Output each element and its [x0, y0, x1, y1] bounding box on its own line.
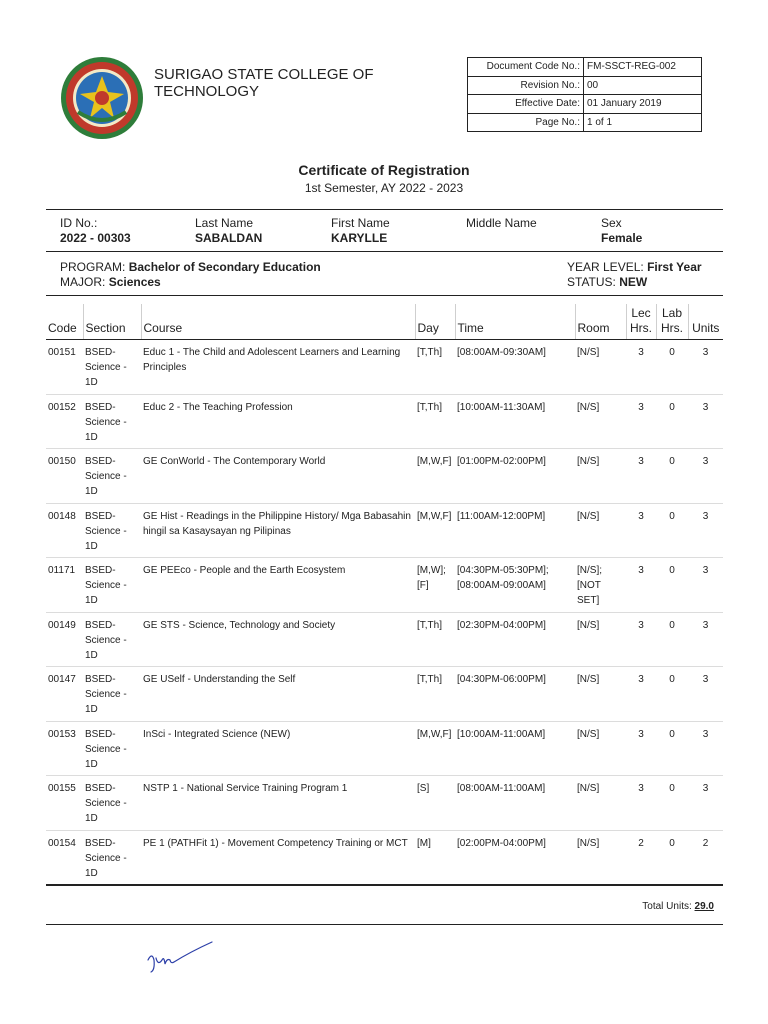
cell-room: [N/S]: [575, 776, 626, 831]
cell-code: 00153: [46, 721, 83, 776]
cell-course: InSci - Integrated Science (NEW): [141, 721, 415, 776]
cell-section: BSED-Science - 1D: [83, 449, 141, 504]
col-day: Day: [415, 304, 455, 340]
cell-lec: 3: [626, 340, 656, 395]
table-row: [46, 721, 723, 776]
year-line: [567, 260, 702, 275]
table-row: [46, 394, 723, 449]
doc-meta-value: 1 of 1: [584, 113, 702, 132]
cell-lec: 3: [626, 558, 656, 613]
college-seal-logo: [60, 56, 144, 140]
cell-code: 00147: [46, 667, 83, 722]
cell-units: 3: [688, 394, 723, 449]
cell-section: BSED-Science - 1D: [83, 830, 141, 885]
cell-day: [M,W,F]: [415, 449, 455, 504]
first-name-label: First Name: [331, 216, 390, 230]
divider: [46, 209, 723, 210]
cell-units: 3: [688, 667, 723, 722]
cell-code: 00151: [46, 340, 83, 395]
cell-day: [T,Th]: [415, 612, 455, 667]
cell-lab: 0: [656, 667, 688, 722]
program-label: PROGRAM:: [60, 260, 126, 274]
cell-course: GE ConWorld - The Contemporary World: [141, 449, 415, 504]
cell-section: BSED-Science - 1D: [83, 667, 141, 722]
certificate-term: 1st Semester, AY 2022 - 2023: [304, 181, 464, 195]
cell-course: GE PEEco - People and the Earth Ecosystem: [141, 558, 415, 613]
school-name: SURIGAO STATE COLLEGE OF TECHNOLOGY: [154, 66, 374, 100]
col-room: Room: [575, 304, 626, 340]
cell-units: 3: [688, 721, 723, 776]
doc-meta-label: Page No.:: [468, 113, 584, 132]
cell-section: BSED-Science - 1D: [83, 612, 141, 667]
doc-meta-row: [468, 113, 702, 132]
cell-units: 3: [688, 449, 723, 504]
cell-course: GE Hist - Readings in the Philippine History/ Mga Babasahin hingil sa Kasaysayan ng Pilipinas: [141, 503, 415, 558]
cell-room: [N/S]; [NOT SET]: [575, 558, 626, 613]
cell-time: [08:00AM-11:00AM]: [455, 776, 575, 831]
cell-room: [N/S]: [575, 394, 626, 449]
cell-lab: 0: [656, 721, 688, 776]
cell-room: [N/S]: [575, 667, 626, 722]
sex-value: Female: [601, 231, 643, 245]
status-line: [567, 275, 702, 290]
major-label: MAJOR:: [60, 275, 106, 289]
cell-section: BSED-Science - 1D: [83, 340, 141, 395]
status-label: STATUS:: [567, 275, 616, 289]
table-row: [46, 667, 723, 722]
cell-day: [M,W,F]: [415, 721, 455, 776]
cell-lab: 0: [656, 612, 688, 667]
cell-time: [02:00PM-04:00PM]: [455, 830, 575, 885]
cell-room: [N/S]: [575, 721, 626, 776]
cell-room: [N/S]: [575, 340, 626, 395]
major-line: [60, 275, 321, 290]
cell-course: GE STS - Science, Technology and Society: [141, 612, 415, 667]
cell-time: [08:00AM-09:30AM]: [455, 340, 575, 395]
cell-course: Educ 1 - The Child and Adolescent Learners and Learning Principles: [141, 340, 415, 395]
first-name-block: [331, 216, 390, 246]
table-row: [46, 503, 723, 558]
cell-day: [S]: [415, 776, 455, 831]
cell-code: 00149: [46, 612, 83, 667]
doc-meta-row: [468, 95, 702, 114]
cell-code: 00148: [46, 503, 83, 558]
cell-room: [N/S]: [575, 612, 626, 667]
cell-units: 2: [688, 830, 723, 885]
major-value: Sciences: [108, 275, 161, 289]
cell-room: [N/S]: [575, 830, 626, 885]
cell-time: [10:00AM-11:30AM]: [455, 394, 575, 449]
doc-meta-value: FM-SSCT-REG-002: [584, 58, 702, 77]
cell-section: BSED-Science - 1D: [83, 394, 141, 449]
table-row: [46, 449, 723, 504]
cell-day: [M,W]; [F]: [415, 558, 455, 613]
program-value: Bachelor of Secondary Education: [128, 260, 321, 274]
col-time: Time: [455, 304, 575, 340]
status-value: NEW: [619, 275, 648, 289]
col-code: Code: [46, 304, 83, 340]
divider: [46, 295, 723, 296]
doc-meta-label: Effective Date:: [468, 95, 584, 114]
cell-lec: 3: [626, 776, 656, 831]
sex-block: [601, 216, 642, 246]
cell-time: [02:30PM-04:00PM]: [455, 612, 575, 667]
col-lec-hrs: Lec Hrs.: [626, 304, 656, 340]
divider: [46, 251, 723, 252]
last-name-label: Last Name: [195, 216, 254, 230]
table-row: [46, 776, 723, 831]
cell-code: 00155: [46, 776, 83, 831]
cell-lec: 3: [626, 721, 656, 776]
cell-code: 01171: [46, 558, 83, 613]
cell-course: NSTP 1 - National Service Training Program 1: [141, 776, 415, 831]
col-section: Section: [83, 304, 141, 340]
cell-time: [04:30PM-05:30PM]; [08:00AM-09:00AM]: [455, 558, 575, 613]
table-row: [46, 558, 723, 613]
doc-meta-row: [468, 76, 702, 95]
subjects-table: [46, 304, 723, 886]
cell-section: BSED-Science - 1D: [83, 558, 141, 613]
cell-units: 3: [688, 558, 723, 613]
cell-lec: 3: [626, 667, 656, 722]
cell-lec: 3: [626, 394, 656, 449]
cell-course: PE 1 (PATHFit 1) - Movement Competency Training or MCT: [141, 830, 415, 885]
cell-lec: 3: [626, 449, 656, 504]
cell-units: 3: [688, 612, 723, 667]
col-lab-hrs: Lab Hrs.: [656, 304, 688, 340]
cell-lab: 0: [656, 449, 688, 504]
middle-name-block: [466, 216, 537, 231]
cell-day: [T,Th]: [415, 394, 455, 449]
cell-lec: 3: [626, 503, 656, 558]
cell-day: [M]: [415, 830, 455, 885]
sex-label: Sex: [601, 216, 622, 230]
cell-course: GE USelf - Understanding the Self: [141, 667, 415, 722]
cell-day: [T,Th]: [415, 667, 455, 722]
cell-lec: 3: [626, 612, 656, 667]
cell-lab: 0: [656, 830, 688, 885]
doc-meta-value: 01 January 2019: [584, 95, 702, 114]
cell-code: 00154: [46, 830, 83, 885]
last-name-value: SABALDAN: [195, 231, 263, 245]
cell-room: [N/S]: [575, 449, 626, 504]
program-block: [60, 260, 321, 290]
cell-code: 00152: [46, 394, 83, 449]
cell-section: BSED-Science - 1D: [83, 721, 141, 776]
cell-lec: 2: [626, 830, 656, 885]
cell-lab: 0: [656, 340, 688, 395]
certificate-title: Certificate of Registration: [298, 162, 470, 178]
table-row: [46, 340, 723, 395]
doc-meta-label: Document Code No.:: [468, 58, 584, 77]
program-line: [60, 260, 321, 275]
doc-meta-value: 00: [584, 76, 702, 95]
cell-lab: 0: [656, 558, 688, 613]
cell-code: 00150: [46, 449, 83, 504]
cell-section: BSED-Science - 1D: [83, 503, 141, 558]
cell-day: [M,W,F]: [415, 503, 455, 558]
cell-time: [01:00PM-02:00PM]: [455, 449, 575, 504]
cell-section: BSED-Science - 1D: [83, 776, 141, 831]
total-units-label: Total Units:: [642, 901, 692, 912]
id-value: 2022 - 00303: [60, 231, 131, 245]
last-name-block: [195, 216, 262, 246]
cell-units: 3: [688, 776, 723, 831]
document-control-table: [467, 57, 702, 132]
doc-meta-label: Revision No.:: [468, 76, 584, 95]
student-id-block: [60, 216, 131, 246]
cell-day: [T,Th]: [415, 340, 455, 395]
cell-units: 3: [688, 340, 723, 395]
year-status-block: [567, 260, 702, 290]
cell-course: Educ 2 - The Teaching Profession: [141, 394, 415, 449]
cell-lab: 0: [656, 503, 688, 558]
year-label: YEAR LEVEL:: [567, 260, 644, 274]
first-name-value: KARYLLE: [331, 231, 388, 245]
cell-units: 3: [688, 503, 723, 558]
table-row: [46, 612, 723, 667]
table-header: [46, 304, 723, 340]
total-units-value: 29.0: [694, 901, 714, 912]
col-units: Units: [688, 304, 723, 340]
table-row: [46, 830, 723, 885]
cell-time: [11:00AM-12:00PM]: [455, 503, 575, 558]
cell-room: [N/S]: [575, 503, 626, 558]
doc-meta-row: [468, 58, 702, 77]
col-course: Course: [141, 304, 415, 340]
cell-lab: 0: [656, 394, 688, 449]
cell-lab: 0: [656, 776, 688, 831]
id-label: ID No.:: [60, 216, 98, 230]
cell-time: [10:00AM-11:00AM]: [455, 721, 575, 776]
signature-image: [144, 938, 218, 978]
year-value: First Year: [647, 260, 702, 274]
cell-time: [04:30PM-06:00PM]: [455, 667, 575, 722]
total-units: [642, 901, 714, 912]
middle-name-label: Middle Name: [466, 216, 537, 230]
divider: [46, 924, 723, 925]
